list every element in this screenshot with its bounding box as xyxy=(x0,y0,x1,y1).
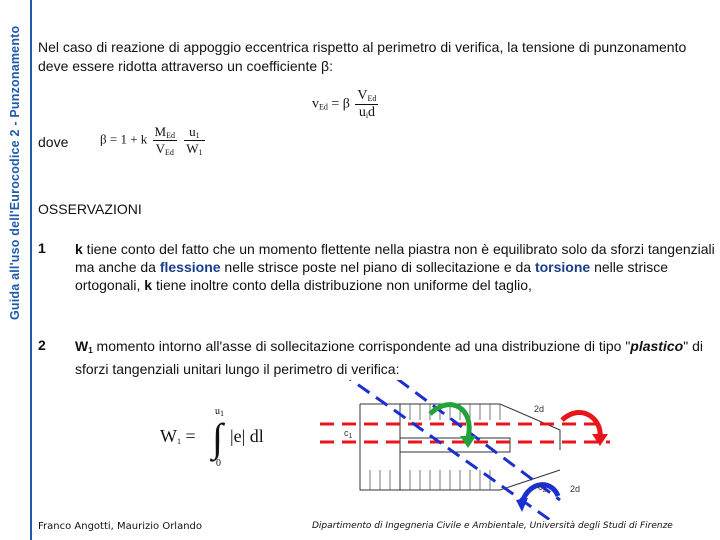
formula-w1-lhs-wrap xyxy=(160,426,196,447)
item-1-part3: nelle strisce ortogonali, xyxy=(75,259,669,293)
formula-ved-lhs: v xyxy=(312,96,319,112)
formula-beta-w: W xyxy=(186,141,199,156)
formula-w1-lower: 0 xyxy=(216,458,221,469)
formula-beta-u-sub: 1 xyxy=(195,131,200,140)
item-1-part1: tiene conto del fatto che un momento flettente nella piastra non è equilibrato solo da sforzi tangenziali ma anche da xyxy=(75,241,715,275)
sidebar xyxy=(0,0,30,540)
item-1-torsione: torsione xyxy=(534,259,591,275)
label-2d-bottom: 2d xyxy=(570,484,581,494)
formula-w1-upper-sub: 1 xyxy=(220,409,224,418)
item-1-k2: k xyxy=(144,277,153,293)
formula-ved-eq: = β xyxy=(331,96,350,112)
formula-w1-lhs-sub: 1 xyxy=(177,437,181,446)
formula-beta-m-sub: Ed xyxy=(166,131,175,140)
formula-beta-fraction-m xyxy=(153,124,177,157)
formula-beta-v-sub: Ed xyxy=(165,148,174,157)
item-1-part2: nelle strisce poste nel piano di sollecitazione e da xyxy=(220,259,535,275)
red-arrow-head xyxy=(592,434,608,446)
formula-beta-v: V xyxy=(155,141,165,156)
formula-ved-den: u xyxy=(358,105,366,120)
footer-authors: Franco Angotti, Maurizio Orlando xyxy=(38,521,203,532)
item-1-flessione: flessione xyxy=(159,259,221,275)
item-1-k: k xyxy=(75,241,83,257)
observations-heading: OSSERVAZIONI xyxy=(38,201,142,217)
formula-w1-upper: u xyxy=(215,406,220,417)
formula-beta-w-sub: 1 xyxy=(198,148,203,157)
footer-department: Dipartimento di Ingegneria Civile e Ambientale, Università degli Studi di Firenze xyxy=(312,521,673,531)
formula-w1-integrand: |e| dl xyxy=(230,426,264,446)
item-2-plastico: plastico xyxy=(630,338,684,354)
formula-beta xyxy=(100,124,207,157)
formula-ved-den-sub: i xyxy=(365,111,369,120)
formula-beta-fraction-u xyxy=(184,124,204,157)
formula-ved-fraction xyxy=(355,88,378,121)
item-1-part4: tiene inoltre conto della distribuzione non uniforme del taglio, xyxy=(152,277,532,293)
item-2-w-sub: 1 xyxy=(88,346,93,355)
sidebar-divider xyxy=(30,0,32,540)
integral-symbol: ∫ xyxy=(212,415,223,460)
item-number-2: 2 xyxy=(38,337,46,353)
formula-w1-lhs: W xyxy=(160,426,177,446)
item-2-text xyxy=(75,337,715,378)
formula-beta-m: M xyxy=(154,124,167,139)
formula-beta-u: u xyxy=(189,124,196,139)
formula-w1-eq: = xyxy=(185,426,196,446)
dove-label: dove xyxy=(38,134,69,150)
label-2d-top: 2d xyxy=(534,404,545,414)
blue-axis-1 xyxy=(340,380,550,520)
label-c1: $c_1$ xyxy=(344,428,353,440)
sidebar-title: Guida all'uso dell'Eurocodice 2 - Punzonamento xyxy=(8,25,22,320)
formula-ved-num-sub: Ed xyxy=(367,94,377,103)
formula-ved xyxy=(312,88,380,121)
intro-paragraph: Nel caso di reazione di appoggio eccentrica rispetto al perimetro di verifica, la tensione di punzonamento deve essere ridotta attraverso un coefficiente β: xyxy=(38,39,687,74)
formula-ved-den-tail: d xyxy=(368,105,376,120)
item-2-w: W xyxy=(75,338,89,354)
formula-beta-lhs: β = 1 + k xyxy=(100,131,148,147)
label-c2: $c_2$ xyxy=(538,482,547,494)
item-2-part2: " di sforzi tangenziali unitari lungo il perimetro di verifica: xyxy=(75,338,703,377)
formula-ved-lhs-sub: Ed xyxy=(319,102,328,112)
punching-diagram xyxy=(300,380,620,520)
item-2-part1: momento intorno all'asse di sollecitazione corrispondente ad una distribuzione di tipo " xyxy=(92,338,631,354)
item-1-text xyxy=(75,240,715,294)
item-number-1: 1 xyxy=(38,240,46,256)
formula-ved-num: V xyxy=(357,88,368,103)
shear-arrows-bottom xyxy=(370,470,490,490)
